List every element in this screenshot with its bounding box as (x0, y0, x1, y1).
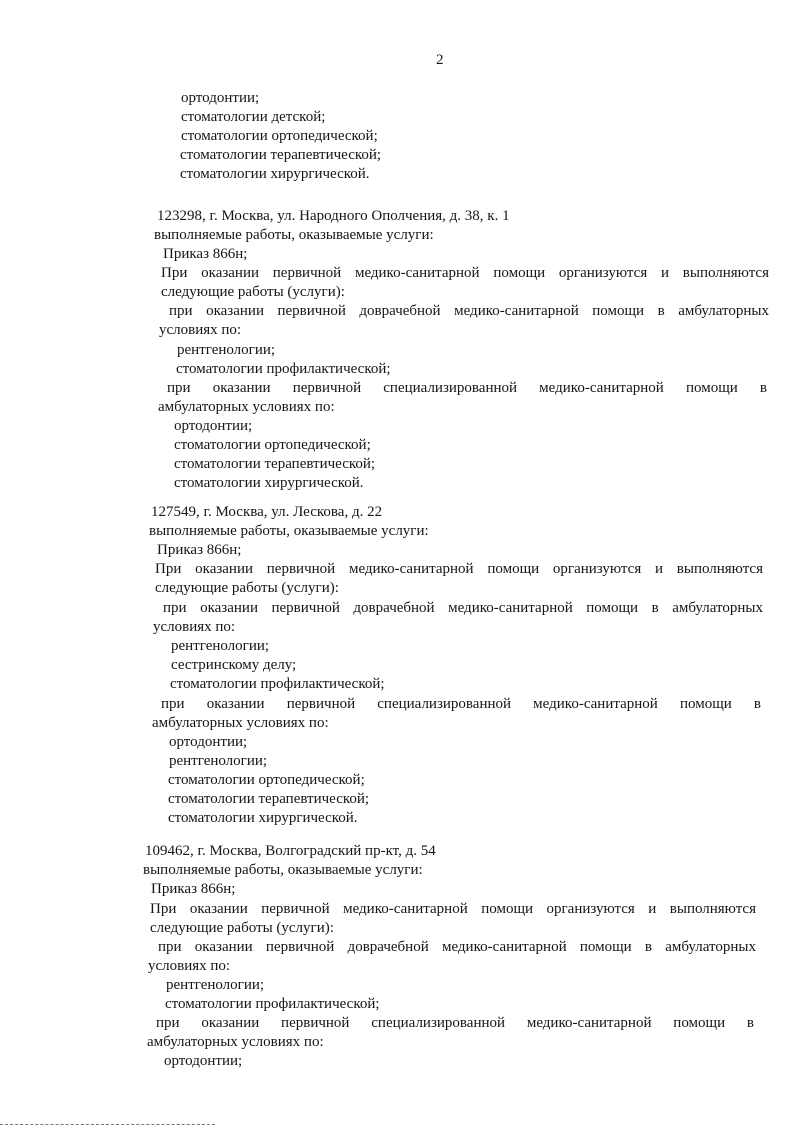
specialized-paragraph-line: амбулаторных условиях по: (152, 715, 329, 731)
specialized-item: стоматологии ортопедической; (168, 772, 365, 788)
organize-paragraph-line: При оказании первичной медико-санитарной помощи организуются и выполняются (150, 901, 756, 917)
specialized-item: стоматологии хирургической. (174, 475, 364, 491)
intro-item: стоматологии детской; (181, 109, 326, 125)
works-heading: выполняемые работы, оказываемые услуги: (154, 227, 434, 243)
page-number: 2 (436, 52, 444, 68)
intro-item: стоматологии ортопедической; (181, 128, 378, 144)
organize-paragraph-line (161, 264, 769, 282)
specialized-item: ортодонтии; (174, 418, 253, 434)
address-heading: 109462, г. Москва, Волгоградский пр-кт, д. 54 (145, 843, 436, 859)
organize-paragraph-line: следующие работы (услуги): (155, 580, 339, 596)
specialized-paragraph-line: амбулаторных условиях по: (158, 399, 335, 415)
intro-item: стоматологии хирургической. (180, 166, 370, 182)
prehospital-paragraph-line: при оказании первичной доврачебной медико-санитарной помощи в амбулаторных (163, 600, 763, 616)
works-heading: выполняемые работы, оказываемые услуги: (143, 862, 423, 878)
address-heading: 123298, г. Москва, ул. Народного Ополчения, д. 38, к. 1 (157, 208, 510, 224)
specialized-item: рентгенологии; (169, 753, 268, 769)
specialized-paragraph-line: при оказании первичной специализированной медико-санитарной помощи в (156, 1015, 754, 1031)
prehospital-item: рентгенологии; (166, 977, 265, 993)
intro-item: стоматологии терапевтической; (180, 147, 382, 163)
specialized-item: стоматологии терапевтической; (174, 456, 376, 472)
prehospital-item: стоматологии профилактической; (176, 361, 391, 377)
specialized-item: ортодонтии; (164, 1053, 243, 1069)
order-reference: Приказ 866н; (163, 246, 248, 262)
prehospital-paragraph-line: условиях по: (153, 619, 236, 635)
prehospital-item: стоматологии профилактической; (170, 676, 385, 692)
footer-divider (0, 1124, 215, 1125)
intro-item: ортодонтии; (181, 90, 260, 106)
organize-paragraph-line: При оказании первичной медико-санитарной помощи организуются и выполняются (155, 561, 763, 577)
prehospital-item: стоматологии профилактической; (165, 996, 380, 1012)
order-reference: Приказ 866н; (151, 881, 236, 897)
prehospital-paragraph-line: условиях по: (159, 322, 242, 338)
organize-paragraph-line: следующие работы (услуги): (150, 920, 334, 936)
specialized-item: ортодонтии; (169, 734, 248, 750)
prehospital-paragraph-line: при оказании первичной доврачебной медико-санитарной помощи в амбулаторных (158, 939, 756, 955)
organize-text: При оказании первичной медико-санитарной помощи организуются и выполняются (161, 265, 769, 281)
specialized-paragraph-line: при оказании первичной специализированной медико-санитарной помощи в (167, 380, 767, 396)
order-reference: Приказ 866н; (157, 542, 242, 558)
specialized-item: стоматологии хирургической. (168, 810, 358, 826)
address-heading: 127549, г. Москва, ул. Лескова, д. 22 (151, 504, 383, 520)
specialized-item: стоматологии ортопедической; (174, 437, 371, 453)
prehospital-paragraph-line: при оказании первичной доврачебной медико-санитарной помощи в амбулаторных (169, 303, 769, 319)
specialized-paragraph-line: амбулаторных условиях по: (147, 1034, 324, 1050)
works-heading: выполняемые работы, оказываемые услуги: (149, 523, 429, 539)
prehospital-item: рентгенологии; (177, 342, 276, 358)
prehospital-item: рентгенологии; (171, 638, 270, 654)
prehospital-paragraph-line: условиях по: (148, 958, 231, 974)
specialized-item: стоматологии терапевтической; (168, 791, 370, 807)
specialized-paragraph-line: при оказании первичной специализированной медико-санитарной помощи в (161, 696, 761, 712)
organize-paragraph-line: следующие работы (услуги): (161, 284, 345, 300)
prehospital-item: сестринскому делу; (171, 657, 297, 673)
